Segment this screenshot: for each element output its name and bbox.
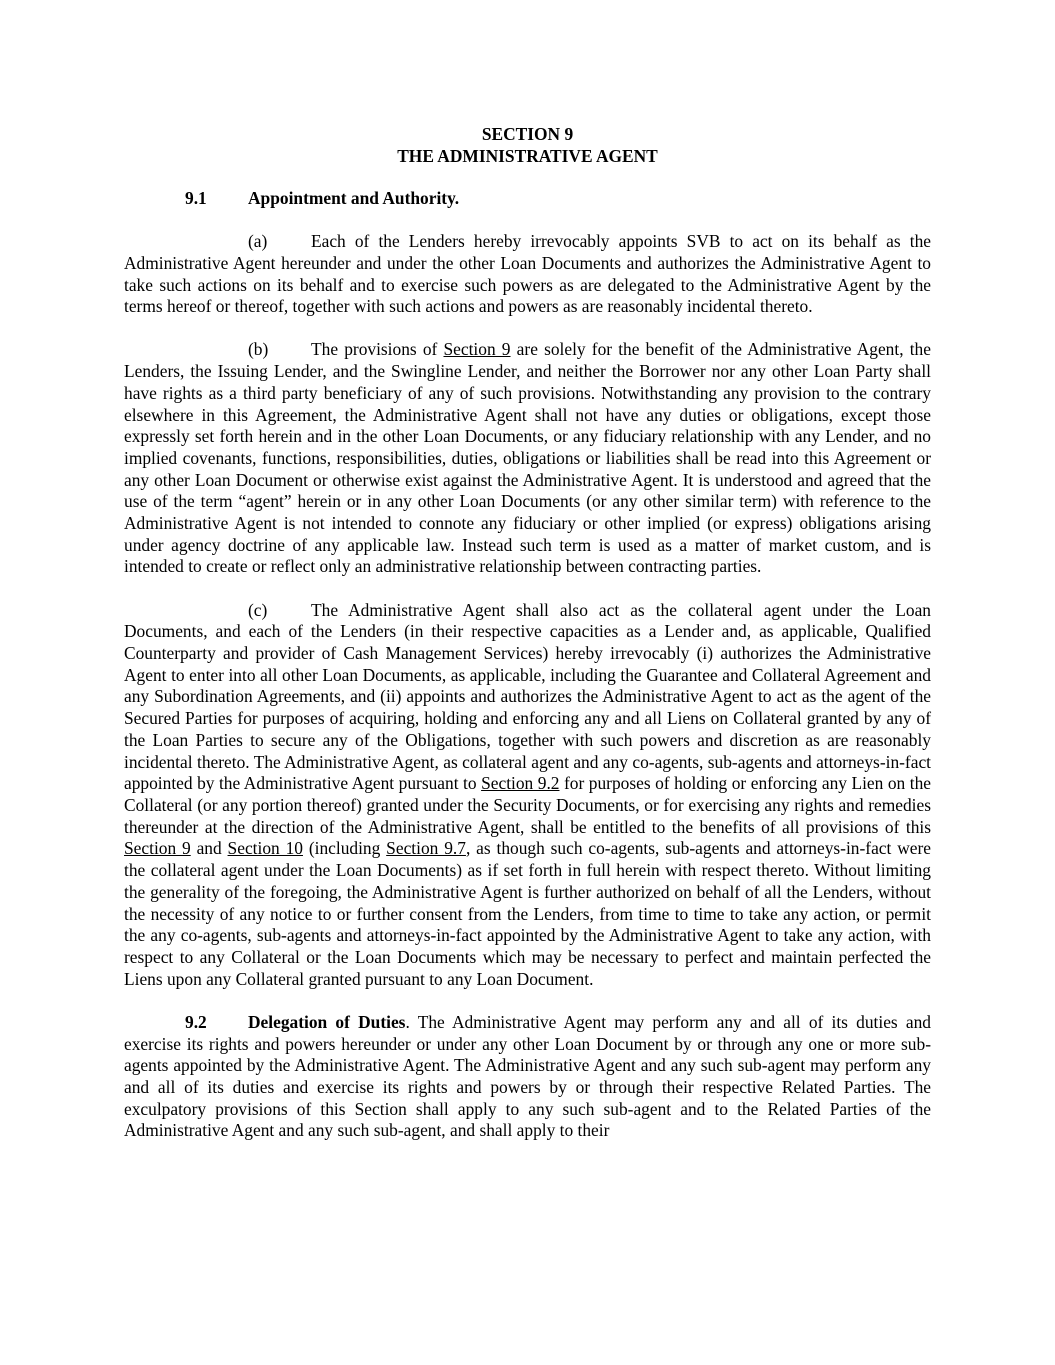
- paragraph-c: [124, 600, 931, 991]
- document-page: [124, 124, 931, 1142]
- paragraph-text: (including: [302, 838, 387, 859]
- subsection-number: 9.1: [185, 188, 207, 209]
- paragraph-text: and: [190, 838, 228, 859]
- paragraph-marker: (c): [248, 599, 268, 620]
- paragraph-marker: (b): [248, 339, 269, 360]
- section-reference: Section 9: [443, 339, 511, 360]
- section-reference: Section 10: [227, 838, 303, 859]
- paragraph-text: The provisions of: [311, 339, 444, 360]
- paragraph-text: Each of the Lenders hereby irrevocably appoints SVB to act on its behalf as the Administrative Agent hereunder and under the other Loan Documents and authorizes the Administrative Agent to take such actions on its behalf and to exercise such powers as are delegated to the Administrative Agent by the terms hereof or thereof, together with such actions and powers as are reasonably incidental thereto.: [124, 231, 931, 317]
- subsection-9-2: [124, 1012, 931, 1142]
- subsection-9-1-heading: [124, 188, 931, 210]
- paragraph-text: for purposes of holding or enforcing any Lien on the Collateral (or any portion thereof) granted under the Security Documents, or for exercising any rights and remedies thereunder at the direction of the Administrative Agent, shall be entitled to the benefits of all provisions of this: [124, 773, 931, 837]
- subsection-number: 9.2: [185, 1011, 207, 1032]
- paragraph-marker: (a): [248, 231, 268, 252]
- paragraph-b: [124, 339, 931, 578]
- paragraph-text: are solely for the benefit of the Administrative Agent, the Lenders, the Issuing Lender, and the Swingline Lender, and neither the Borrower nor any other Loan Party shall have rights as a third party beneficiary of any of such provisions. Notwithstanding any provision to the contrary elsewhere in this Agreement, the Administrative Agent shall not have any duties or obligations, except those expressly set forth herein and in the other Loan Documents, or any fiduciary relationship with any Lender, and no implied covenants, functions, responsibilities, duties, obligations or liabilities shall be read into this Agreement or any other Loan Document or otherwise exist against the Administrative Agent. It is understood and agreed that the use of the term “agent” herein or in any other Loan Documents (or any other similar term) with reference to the Administrative Agent is not intended to connote any fiduciary or other implied (or express) obligations arising under agency doctrine of any applicable law. Instead such term is used as a matter of market custom, and is intended to create or reflect only an administrative relationship between contracting parties.: [124, 339, 931, 577]
- section-reference: Section 9: [124, 838, 191, 859]
- subsection-title: Appointment and Authority.: [248, 188, 460, 209]
- paragraph-text: . The Administrative Agent may perform any and all of its duties and exercise its rights and powers hereunder or under any other Loan Document by or through any one or more sub-agents appointed by the Administrative Agent. The Administrative Agent and any such sub-agent may perform any and all of its duties and exercise its rights and powers by or through their respective Related Parties. The exculpatory provisions of this Section shall apply to any such sub-agent and to the Related Parties of the Administrative Agent and any such sub-agent, and shall apply to their: [124, 1011, 931, 1141]
- paragraph-text: The Administrative Agent shall also act as the collateral agent under the Loan Documents, and each of the Lenders (in their respective capacities as a Lender and, as applicable, Qualified Counterparty and provider of Cash Management Services) hereby irrevocably (i) authorizes the Administrative Agent to enter into all other Loan Documents, as applicable, including the Guarantee and Collateral Agreement and any Subordination Agreements, and (ii) appoints and authorizes the Administrative Agent to act as the agent of the Secured Parties for purposes of acquiring, holding and enforcing any and all Liens on Collateral granted by any of the Loan Parties to secure any of the Obligations, together with such powers and discretion as are reasonably incidental thereto. The Administrative Agent, as collateral agent and any co-agents, sub-agents and attorneys-in-fact appointed by the Administrative Agent pursuant to: [124, 599, 931, 794]
- section-reference: Section 9.2: [481, 773, 560, 794]
- paragraph-text: , as though such co-agents, sub-agents and attorneys-in-fact were the collateral agent under the Loan Documents) as if set forth in full herein with respect thereto. Without limiting the generality of the foregoing, the Administrative Agent is further authorized on behalf of all the Lenders, without the necessity of any notice to or further consent from the Lenders, from time to time to take any action, or permit the any co-agents, sub-agents and attorneys-in-fact appointed by the Administrative Agent to take any action, with respect to any Collateral or the Loan Documents which may be necessary to perfect and maintain perfected the Liens upon any Collateral granted pursuant to any Loan Document.: [124, 838, 931, 989]
- subsection-title: Delegation of Duties: [248, 1011, 406, 1032]
- section-reference: Section 9.7: [386, 838, 466, 859]
- section-subtitle: THE ADMINISTRATIVE AGENT: [397, 145, 658, 166]
- paragraph-a: [124, 231, 931, 318]
- section-title: SECTION 9: [481, 124, 574, 144]
